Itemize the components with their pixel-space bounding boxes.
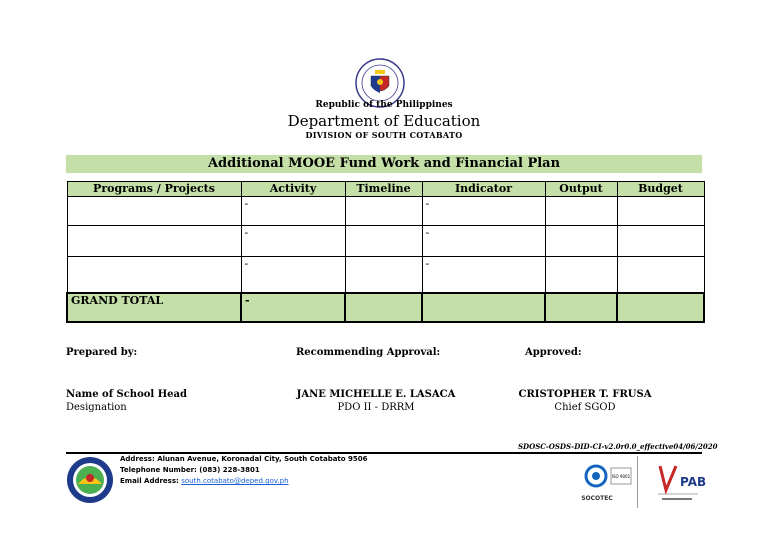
prepared-by-label: Prepared by: xyxy=(66,347,138,358)
approved-name: CRISTOPHER T. FRUSA xyxy=(518,389,652,400)
cell-indicator: - xyxy=(422,197,545,226)
table-row xyxy=(67,257,704,294)
column-header-timeline: Timeline xyxy=(345,182,422,197)
approved-label: Approved: xyxy=(525,347,582,358)
cell-activity: - xyxy=(241,197,345,226)
grand-total-indicator xyxy=(422,293,545,322)
column-header-activity: Activity xyxy=(241,182,345,197)
footer-email-label: Email Address: xyxy=(120,477,182,485)
socotec-label: SOCOTEC xyxy=(581,495,613,502)
cell-output xyxy=(545,257,617,294)
pab-accreditation-logo xyxy=(652,460,707,508)
cell-output xyxy=(545,226,617,257)
prepared-designation: Designation xyxy=(66,402,127,413)
cell-program xyxy=(67,257,241,294)
iso-label: ISO 9001 xyxy=(611,474,631,479)
cell-indicator: - xyxy=(422,226,545,257)
plan-title: Additional MOOE Fund Work and Financial Plan xyxy=(66,155,702,173)
table-row xyxy=(67,197,704,226)
division-seal-logo xyxy=(66,456,114,504)
cell-indicator: - xyxy=(422,257,545,294)
grand-total-row xyxy=(67,293,704,322)
republic-text: Republic of the Philippines xyxy=(315,100,453,110)
approved-designation: Chief SGOD xyxy=(554,402,616,413)
grand-total-label: GRAND TOTAL xyxy=(67,293,241,322)
certification-divider xyxy=(637,456,638,508)
footer-address: Address: Alunan Avenue, Koronadal City, South Cotabato 9506 xyxy=(120,455,368,463)
department-title: Department of Education xyxy=(287,112,481,130)
grand-total-timeline xyxy=(345,293,422,322)
column-header-budget: Budget xyxy=(617,182,704,197)
cell-activity: - xyxy=(241,257,345,294)
cell-program xyxy=(67,226,241,257)
cell-activity: - xyxy=(241,226,345,257)
recommending-designation: PDO II - DRRM xyxy=(337,402,415,413)
cell-timeline xyxy=(345,257,422,294)
recommending-approval-label: Recommending Approval: xyxy=(296,347,441,358)
cell-program xyxy=(67,197,241,226)
column-header-indicator: Indicator xyxy=(422,182,545,197)
footer-divider xyxy=(66,452,702,454)
socotec-certification-logo xyxy=(583,458,635,506)
table-row xyxy=(67,226,704,257)
footer-email-link[interactable]: south.cotabato@deped.gov.ph xyxy=(181,477,289,485)
grand-total-activity: - xyxy=(241,293,345,322)
pab-label: PAB xyxy=(680,475,707,489)
cell-budget xyxy=(617,226,704,257)
footer-telephone: Telephone Number: (083) 228-3801 xyxy=(120,466,260,474)
prepared-name: Name of School Head xyxy=(66,389,187,400)
footer-email-line xyxy=(120,477,289,485)
cell-output xyxy=(545,197,617,226)
recommending-name: JANE MICHELLE E. LASACA xyxy=(296,389,456,400)
cell-budget xyxy=(617,197,704,226)
table-header-row xyxy=(67,182,704,197)
cell-budget xyxy=(617,257,704,294)
grand-total-budget xyxy=(617,293,704,322)
column-header-output: Output xyxy=(545,182,617,197)
grand-total-output xyxy=(545,293,617,322)
cell-timeline xyxy=(345,226,422,257)
work-financial-plan-table xyxy=(66,181,705,323)
column-header-programs: Programs / Projects xyxy=(67,182,241,197)
division-text: DIVISION OF SOUTH COTABATO xyxy=(305,130,463,140)
cell-timeline xyxy=(345,197,422,226)
document-code: SDOSC-OSDS-DID-CI-v2.0r0.0_effective04/06/2020 xyxy=(518,442,718,451)
